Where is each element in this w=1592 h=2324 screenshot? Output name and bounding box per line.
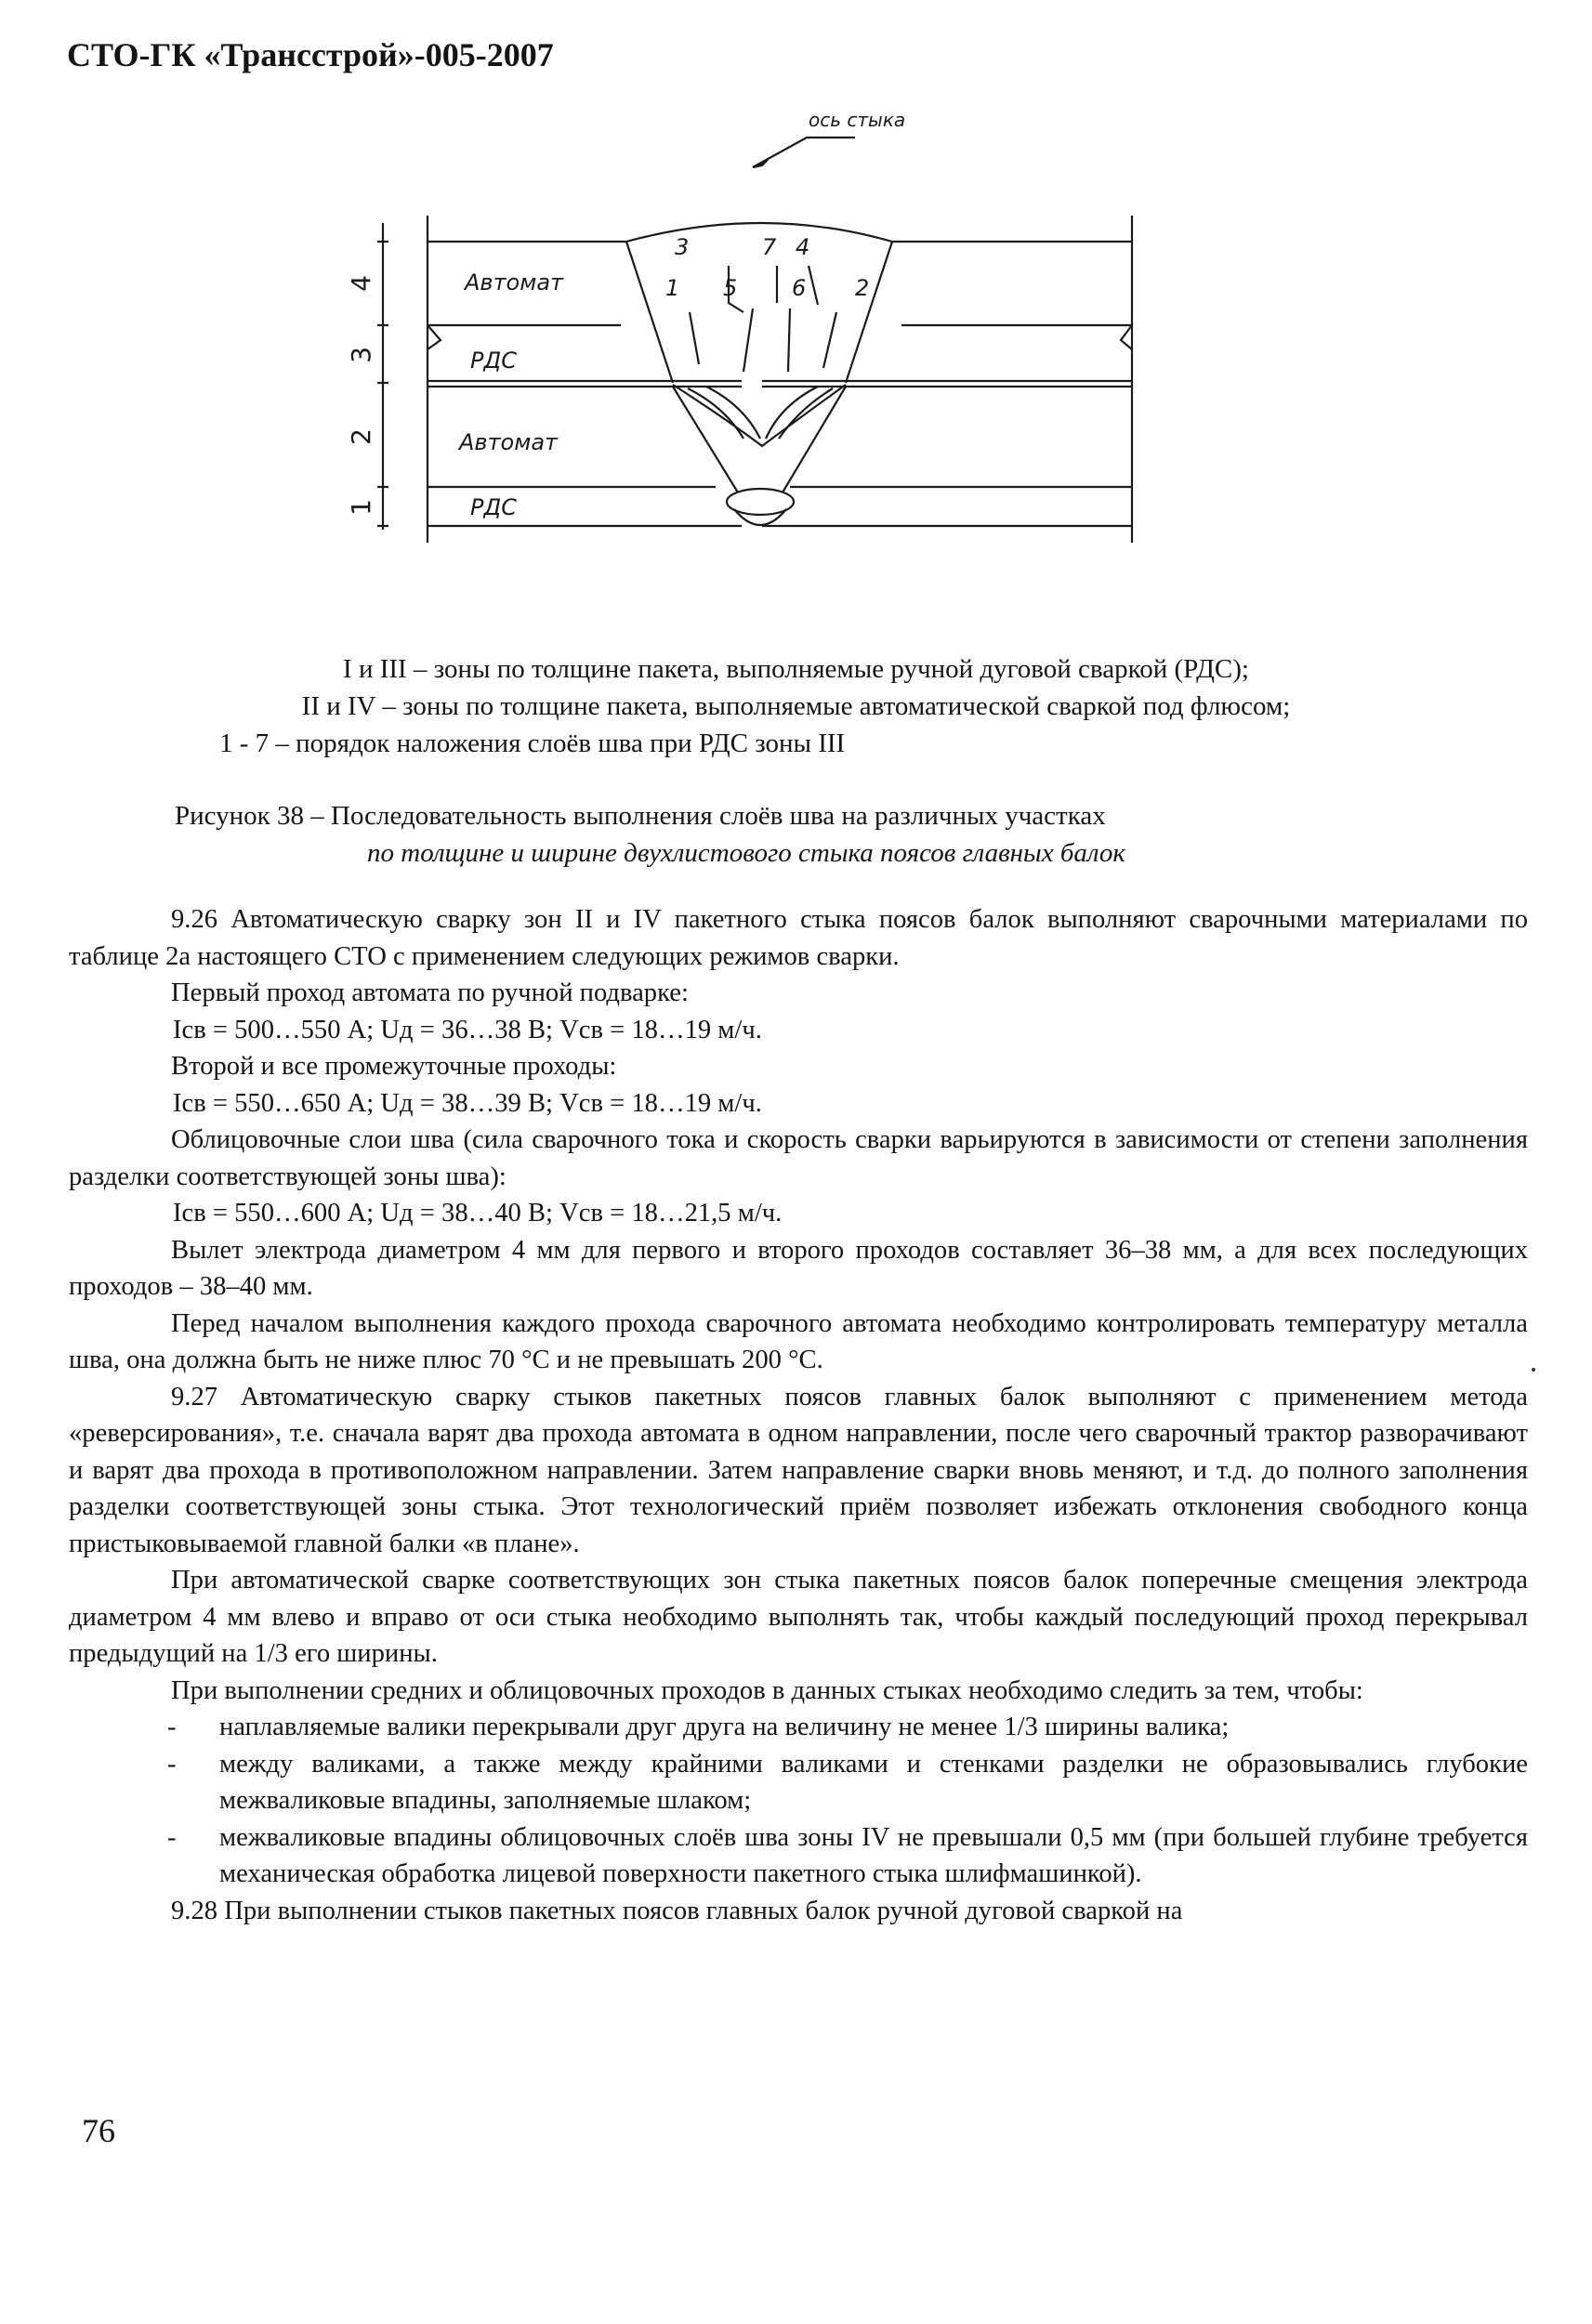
paragraph-facing-layers: Облицовочные слои шва (сила сварочного тока и скорость сварки варьируются в зависимости от степени заполнения разделки соответствующей зоны шва): — [69, 1125, 1528, 1191]
weld-cap-top — [626, 223, 892, 242]
weld-joint-drawing — [346, 93, 1190, 576]
zone-number-3: 3 — [346, 347, 376, 363]
requirements-list — [69, 1709, 1528, 1893]
weld-joint-figure — [346, 93, 1190, 576]
formula-first-pass: Iсв = 500…550 А; Uд = 36…38 В; Vсв = 18…19 м/ч. — [173, 1015, 762, 1044]
caption-line-2: по толщине и ширине двухлистового стыка поясов главных балок — [367, 838, 1125, 868]
legend-line-1: I и III – зоны по толщине пакета, выполняемые ручной дуговой сваркой (РДС); — [343, 654, 1249, 684]
paragraph-electrode-offset: При автоматической сварке соответствующих зон стыка пакетных поясов балок поперечные смещения электрода диаметром 4 мм влево и вправо от оси стыка необходимо выполнять так, чтобы каждый последующий проход перекрывал предыдущий на 1/3 его ширины. — [69, 1566, 1528, 1668]
groove-wall-right-top — [846, 242, 892, 383]
paragraph-9-28: 9.28 При выполнении стыков пакетных поясов главных балок ручной дуговой сваркой на — [171, 1896, 1183, 1925]
formula-intermediate-passes: Iсв = 550…650 А; Uд = 38…39 В; Vсв = 18…19 м/ч. — [173, 1088, 762, 1118]
zone-number-2: 2 — [346, 428, 376, 445]
zone-label-3: РДС — [470, 348, 517, 374]
zone-label-2: Автомат — [459, 429, 559, 455]
paragraph-temperature: Перед началом выполнения каждого прохода сварочного автомата необходимо контролировать температуру металла шва, она должна быть не ниже плюс 70 °С и не превышать 200 °С. — [69, 1308, 1528, 1374]
document-header: СТО-ГК «Трансстрой»-005-2007 — [67, 36, 554, 73]
scan-speck — [1532, 1368, 1535, 1372]
axis-arrow-icon — [753, 160, 768, 167]
list-item: - наплавляемые валики перекрывали друг друга на величину не менее 1/3 ширины валика; — [167, 1713, 1230, 1741]
body-text — [69, 901, 1528, 1929]
pass-number-1: 1 — [665, 275, 680, 301]
pass-number-5: 5 — [723, 275, 738, 301]
legend-line-3: 1 - 7 – порядок наложения слоёв шва при РДС зоны III — [219, 729, 846, 758]
paragraph-9-26: 9.26 Автоматическую сварку зон II и IV пакетного стыка поясов балок выполняют сварочными материалами по таблице 2а настоящего СТО с применением следующих режимов сварки. — [69, 905, 1528, 971]
axis-leader-line — [753, 138, 855, 167]
page-number: 76 — [82, 2112, 115, 2149]
paragraph-passes-intro: При выполнении средних и облицовочных проходов в данных стыках необходимо следить за тем, чтобы: — [171, 1675, 1363, 1705]
legend-line-2: II и IV – зоны по толщине пакета, выполняемые автоматической сваркой под флюсом; — [301, 691, 1291, 721]
zone-number-4: 4 — [346, 275, 376, 292]
paragraph-9-27: 9.27 Автоматическую сварку стыков пакетных поясов главных балок выполняют с применением метода «реверсирования», т.е. сначала варят два прохода автомата в одном направлении, после чего сварочный трактор разворачивают и варят два прохода в противоположном направлении. Затем направление сварки вновь меняют, и т.д. до полного заполнения разделки соответствующей зоны стыка. Этот технологический приём позволяет избежать отклонения свободного конца пристыковываемой главной балки «в плане». — [69, 1382, 1528, 1558]
paragraph-intermediate-passes: Второй и все промежуточные проходы: — [171, 1052, 617, 1081]
pass-number-7: 7 — [762, 234, 777, 260]
zone-label-1: РДС — [470, 494, 517, 520]
pass-number-4: 4 — [796, 234, 810, 260]
list-item: - межваликовые впадины облицовочных слоёв шва зоны IV не превышали 0,5 мм (при большей глубине требуется механическая обработка лицевой поверхности пакетного стыка шлифмашинкой). — [167, 1822, 1528, 1888]
caption-line-1: Рисунок 38 – Последовательность выполнения слоёв шва на различных участках — [175, 801, 1106, 831]
pass-number-2: 2 — [855, 275, 870, 301]
figure-caption — [0, 797, 1592, 872]
pass-number-6: 6 — [792, 275, 807, 301]
zone-number-1: 1 — [346, 499, 376, 516]
paragraph-first-pass: Первый проход автомата по ручной подварке: — [171, 978, 689, 1007]
groove-wall-left-bottom — [673, 387, 738, 492]
pass-number-3: 3 — [675, 234, 690, 260]
break-mark-left — [428, 325, 441, 349]
axis-label: ось стыка — [809, 109, 906, 131]
paragraph-electrode-stickout: Вылет электрода диаметром 4 мм для первого и второго проходов составляет 36–38 мм, а для всех последующих проходов – 38–40 мм. — [69, 1235, 1528, 1301]
zone-label-4: Автомат — [465, 269, 564, 295]
formula-facing-layers: Iсв = 550…600 А; Uд = 38…40 В; Vсв = 18…21,5 м/ч. — [173, 1199, 783, 1228]
break-mark-right — [1121, 325, 1132, 349]
figure-legend — [0, 650, 1592, 762]
list-item: - между валиками, а также между крайними валиками и стенками разделки не образовывались глубокие межваликовые впадины, заполняемые шлаком; — [167, 1749, 1528, 1815]
groove-wall-left-top — [626, 242, 673, 383]
